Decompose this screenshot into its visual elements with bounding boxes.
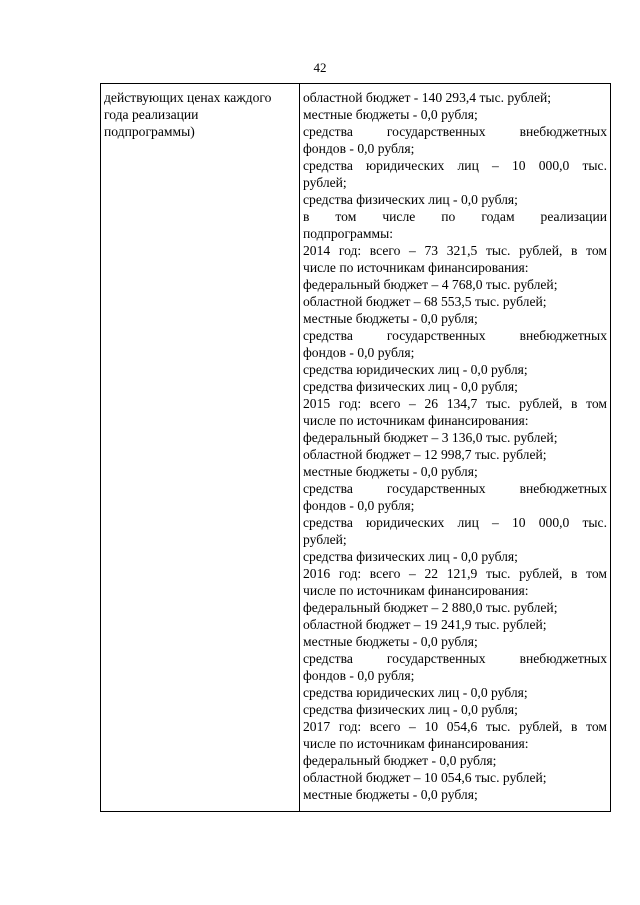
right-cell-line: средства государственных внебюджетных <box>303 481 607 496</box>
right-cell-line: местные бюджеты - 0,0 рубля; <box>303 311 478 326</box>
right-cell-line: местные бюджеты - 0,0 рубля; <box>303 107 478 122</box>
right-cell-line: средства государственных внебюджетных <box>303 124 607 139</box>
right-cell-line: числе по источникам финансирования: <box>303 736 529 751</box>
right-cell-line: местные бюджеты - 0,0 рубля; <box>303 464 478 479</box>
right-cell-line: в том числе по годам реализации <box>303 209 607 224</box>
page-number: 42 <box>313 60 327 75</box>
right-cell-line: средства физических лиц - 0,0 рубля; <box>303 702 518 717</box>
right-cell-line: областной бюджет - 140 293,4 тыс. рублей; <box>303 90 552 105</box>
left-cell-line: года реализации <box>104 107 199 122</box>
right-cell-line: местные бюджеты - 0,0 рубля; <box>303 787 478 802</box>
right-cell-line: 2014 год: всего – 73 321,5 тыс. рублей, в том <box>303 243 607 258</box>
right-cell-line: областной бюджет – 10 054,6 тыс. рублей; <box>303 770 547 785</box>
right-cell-line: федеральный бюджет – 4 768,0 тыс. рублей; <box>303 277 558 292</box>
right-cell-line: фондов - 0,0 рубля; <box>303 141 415 156</box>
right-cell-line: местные бюджеты - 0,0 рубля; <box>303 634 478 649</box>
right-cell-line: средства юридических лиц - 0,0 рубля; <box>303 685 528 700</box>
right-cell-line: 2016 год: всего – 22 121,9 тыс. рублей, в том <box>303 566 607 581</box>
right-cell-line: 2015 год: всего – 26 134,7 тыс. рублей, в том <box>303 396 607 411</box>
right-cell <box>300 84 611 812</box>
left-cell <box>101 84 300 812</box>
right-cell-line: средства юридических лиц – 10 000,0 тыс. <box>303 515 607 530</box>
right-cell-line: рублей; <box>303 532 347 547</box>
right-cell-line: областной бюджет – 19 241,9 тыс. рублей; <box>303 617 547 632</box>
right-cell-line: фондов - 0,0 рубля; <box>303 345 415 360</box>
funding-table <box>100 83 611 812</box>
right-cell-line: фондов - 0,0 рубля; <box>303 498 415 513</box>
right-cell-line: средства юридических лиц – 10 000,0 тыс. <box>303 158 607 173</box>
right-cell-line: федеральный бюджет – 3 136,0 тыс. рублей; <box>303 430 558 445</box>
right-cell-line: 2017 год: всего – 10 054,6 тыс. рублей, в том <box>303 719 607 734</box>
right-cell-line: подпрограммы: <box>303 226 393 241</box>
right-cell-line: средства физических лиц - 0,0 рубля; <box>303 192 518 207</box>
right-cell-line: областной бюджет – 12 998,7 тыс. рублей; <box>303 447 547 462</box>
right-cell-line: рублей; <box>303 175 347 190</box>
left-cell-line: подпрограммы) <box>104 124 195 139</box>
right-cell-line: средства физических лиц - 0,0 рубля; <box>303 549 518 564</box>
right-cell-line: числе по источникам финансирования: <box>303 413 529 428</box>
right-cell-line: средства юридических лиц - 0,0 рубля; <box>303 362 528 377</box>
right-cell-line: фондов - 0,0 рубля; <box>303 668 415 683</box>
right-cell-line: средства государственных внебюджетных <box>303 651 607 666</box>
right-cell-line: федеральный бюджет - 0,0 рубля; <box>303 753 497 768</box>
right-cell-line: средства государственных внебюджетных <box>303 328 607 343</box>
right-cell-line: числе по источникам финансирования: <box>303 583 529 598</box>
left-cell-line: действующих ценах каждого <box>104 90 272 105</box>
right-cell-line: областной бюджет – 68 553,5 тыс. рублей; <box>303 294 547 309</box>
right-cell-line: федеральный бюджет – 2 880,0 тыс. рублей; <box>303 600 558 615</box>
right-cell-line: средства физических лиц - 0,0 рубля; <box>303 379 518 394</box>
table-row <box>101 84 611 812</box>
right-cell-line: числе по источникам финансирования: <box>303 260 529 275</box>
